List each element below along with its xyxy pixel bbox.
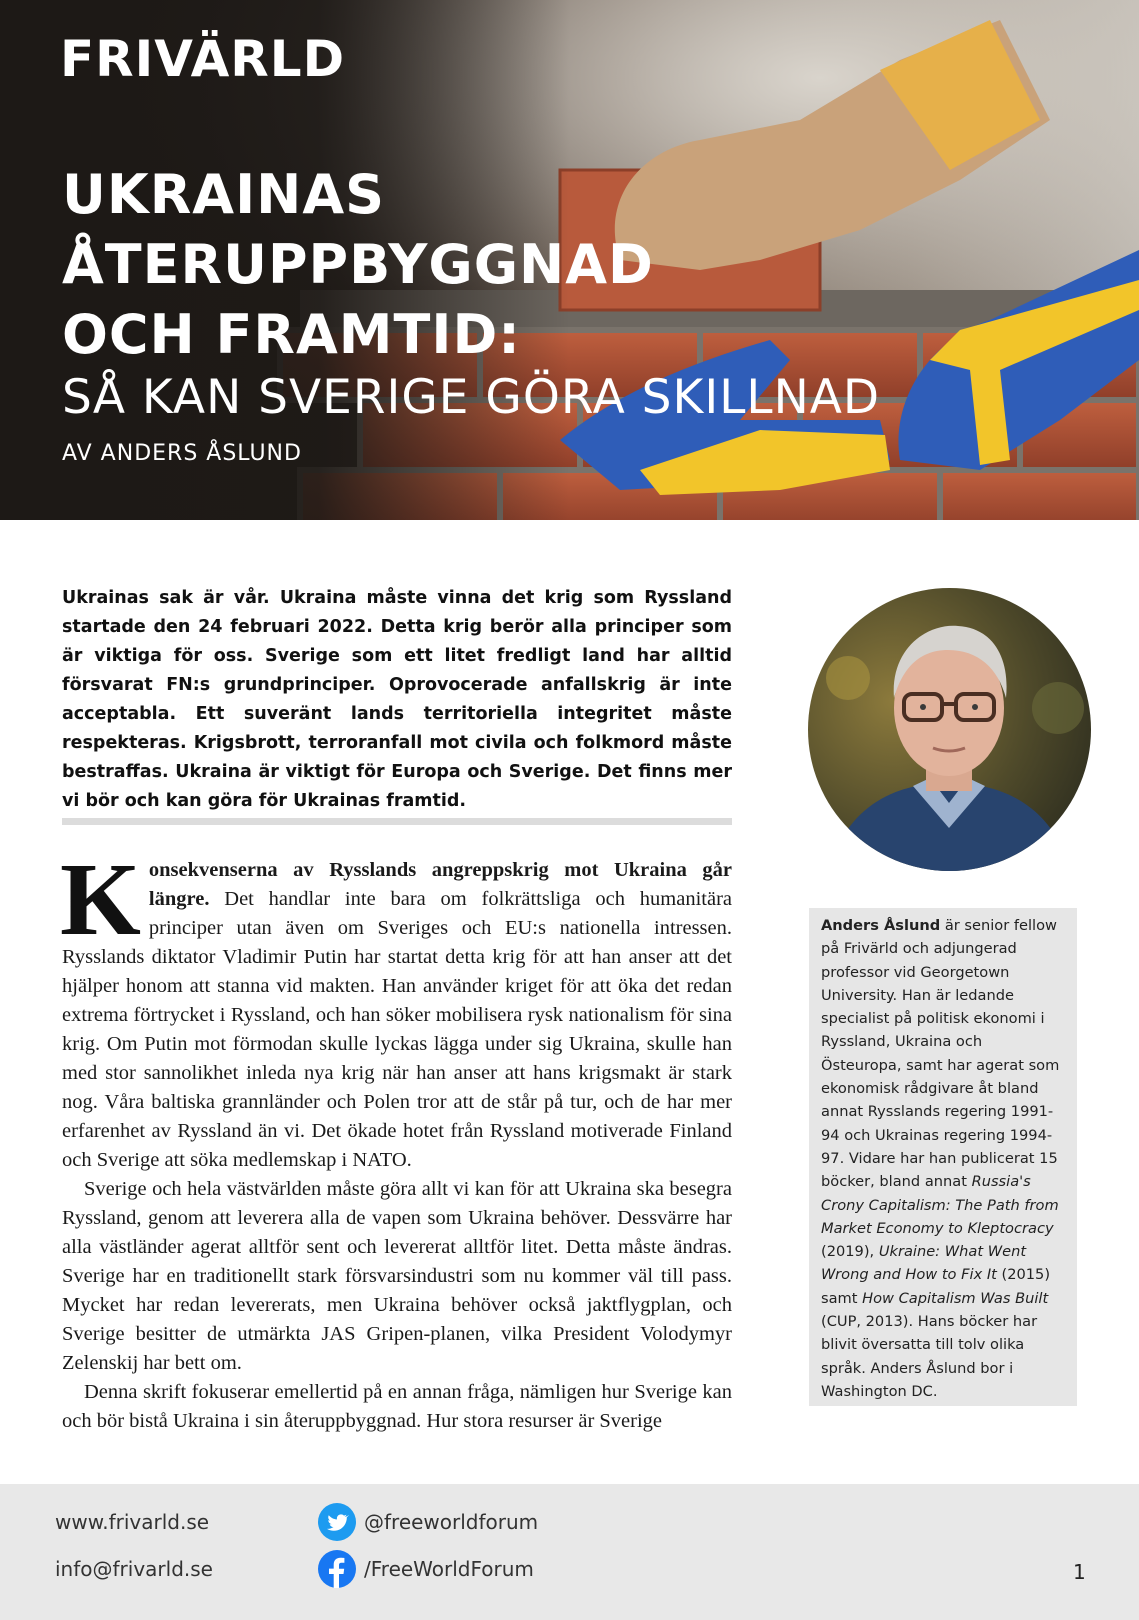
facebook-page-link[interactable]: /FreeWorldForum	[364, 1557, 534, 1581]
section-divider	[62, 818, 732, 825]
drop-cap: K	[60, 842, 141, 957]
hero-banner	[0, 0, 1139, 520]
facebook-icon[interactable]	[318, 1550, 356, 1588]
bio-text-2: (2019),	[821, 1243, 879, 1261]
bio-text-4: (CUP, 2013). Hans böcker har blivit översatta till tolv olika språk. Anders Åslund bor i Washington DC.	[821, 1313, 1038, 1400]
bio-text-3: (2015) samt	[821, 1266, 1051, 1307]
bio-book-2: Ukraine: What Went Wrong and How to Fix It	[821, 1243, 1027, 1284]
page-subtitle: SÅ KAN SVERIGE GÖRA SKILLNAD	[62, 370, 881, 425]
bio-author-name: Anders Åslund	[821, 917, 941, 934]
twitter-handle-link[interactable]: @freeworldforum	[364, 1510, 539, 1534]
author-bio	[809, 908, 1077, 1406]
bio-book-3: How Capitalism Was Built	[862, 1289, 1049, 1307]
intro-paragraph: Ukrainas sak är vår. Ukraina måste vinna det krig som Ryssland startade den 24 februari 2022. Detta krig berör alla principer som är viktiga för oss. Sverige som ett litet fredligt land har alltid försvarat FN:s grundprinciper. Oprovocerade anfallskrig är inte acceptabla. Ett suveränt lands territoriella integritet måste respekteras. Krigsbrott, terroranfall mot civila och folkmord måste bestraffas. Ukraina är viktigt för Europa och Sverige. Det finns mer vi bör och kan göra för Ukrainas framtid.	[62, 588, 732, 811]
article-body	[60, 842, 732, 1436]
frivarld-logo: FRIVÄRLD	[60, 30, 346, 88]
author-byline: AV ANDERS ÅSLUND	[62, 441, 302, 466]
article-paragraph-3: Denna skrift fokuserar emellertid på en annan fråga, nämligen hur Sverige kan och bör bistå Ukraina i sin återuppbyggnad. Hur stora resurser är Sverige	[62, 1381, 732, 1432]
page-title	[62, 160, 962, 370]
twitter-icon[interactable]	[318, 1503, 356, 1541]
article-paragraph-2: Sverige och hela västvärlden måste göra allt vi kan för att Ukraina ska besegra Ryssland, genom att leverera alla de vapen som Ukraina behöver. Dessvärre har alla västländer agerat alltför sent och levererat alltför litet. Detta måste ändras. Sverige har en traditionellt stark försvarsindustri som nu kommer väl till pass. Mycket har redan levererats, men Ukraina behöver också jaktflygplan, och Sverige besitter de utmärkta JAS Gripen-planen, vilka President Volodymyr Zelenskij har bett om.	[62, 1178, 732, 1374]
website-link[interactable]: www.frivarld.se	[55, 1510, 210, 1534]
author-portrait	[808, 588, 1091, 871]
bio-book-1: Russia's Crony Capitalism: The Path from Market Economy to Kleptocracy	[821, 1173, 1059, 1237]
article-paragraph-1-text: Det handlar inte bara om folkrättsliga och humanitära principer utan även om Sveriges och EU:s nationella intressen. Rysslands diktator Vladimir Putin har startat detta krig för att han anser att det hjälper honom att stanna vid makten. Han använder kriget för att öka det redan extrema förtrycket i Ryssland, och han söker mobilisera rysk nationalism för sina krig. Om Putin mot förmodan skulle lyckas lägga under sig Ukraina, skulle han med stor sannolikhet inleda nya krig när han anser att hans krigsmakt är stark nog. Våra baltiska grannländer och Polen tror att de står på tur, och de har mer erfarenhet av Ryssland än vi. Det ökade hotet från Ryssland motiverade Finland och Sverige att söka medlemskap i NATO.	[62, 888, 732, 1171]
article-paragraph-1	[60, 842, 732, 1175]
title-line-1: UKRAINAS ÅTERUPPBYGGNAD	[62, 163, 654, 296]
page-footer	[0, 1484, 1139, 1620]
email-link[interactable]: info@frivarld.se	[55, 1557, 213, 1581]
portrait-image	[808, 588, 1091, 871]
page-number: 1	[1073, 1560, 1086, 1584]
bio-text-1: är senior fellow på Frivärld och adjungerad professor vid Georgetown University. Han är ledande specialist på politisk ekonomi i Ryssland, Ukraina och Östeuropa, samt har agerat som ekonomisk rådgivare åt bland annat Rysslands regering 1991-94 och Ukrainas regering 1994-97. Vidare har han publicerat 15 böcker, bland annat	[821, 917, 1060, 1191]
title-line-2: OCH FRAMTID:	[62, 303, 521, 366]
article-lead: onsekvenserna av Rysslands angreppskrig mot Ukraina går längre.	[148, 859, 732, 910]
